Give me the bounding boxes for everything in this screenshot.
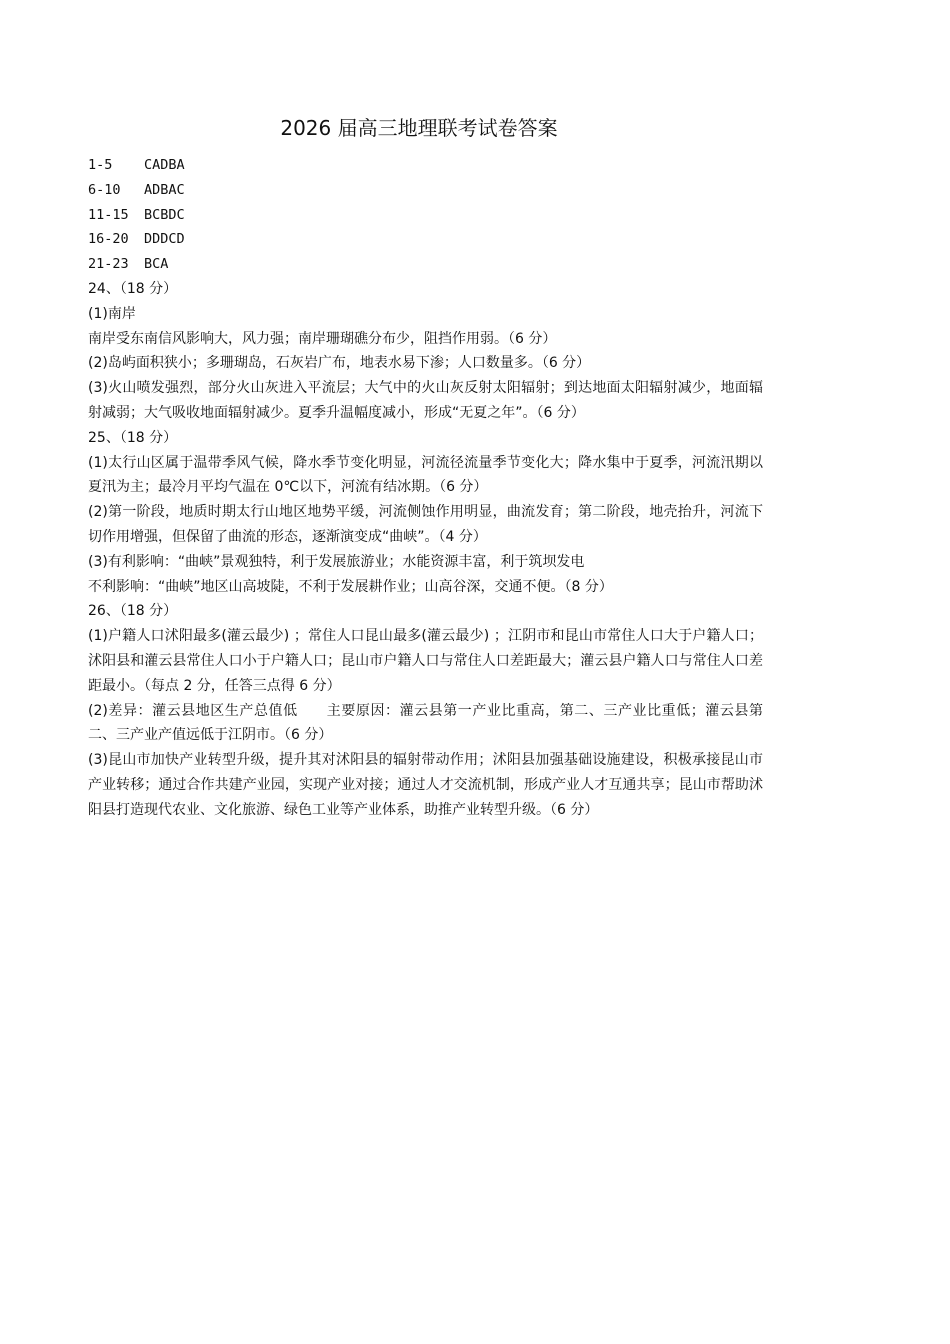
q25-heading: 25、（18 分）	[88, 429, 178, 446]
answer-key-row	[88, 178, 763, 203]
answer-letters: BCBDC	[144, 206, 185, 223]
answer-key-row	[88, 227, 763, 252]
q25-part3-line2: 不利影响：“曲峡”地区山高坡陡，不利于发展耕作业；山高谷深，交通不便。（8 分）	[88, 578, 613, 595]
answer-key-row	[88, 153, 763, 178]
answer-letters: DDDCD	[144, 231, 185, 248]
question-range: 21-23	[88, 256, 129, 273]
question-range: 11-15	[88, 206, 129, 223]
q26-part1-text: (1)户籍人口沭阳最多(灌云最少) ；常住人口昆山最多(灌云最少) ；江阴市和昆山市常住人口大于户籍人口；沭阳县和灌云县常住人口小于户籍人口；昆山市户籍人口与常住人口差距最大；灌云县户籍人口与常住人口差距最小。（每点 2 分，任答三点得 6 分）	[88, 628, 763, 694]
q24-part3-text: (3)火山喷发强烈，部分火山灰进入平流层；大气中的火山灰反射太阳辐射；到达地面太阳辐射减少，地面辐射减弱；大气吸收地面辐射减少。夏季升温幅度减小，形成“无夏之年”。（6 分）	[88, 380, 763, 421]
page-title: 2026 届高三地理联考试卷答案	[280, 116, 558, 140]
question-range: 16-20	[88, 231, 129, 248]
answer-letters: BCA	[144, 256, 169, 273]
q25-part2-text: (2)第一阶段，地质时期太行山地区地势平缓，河流侧蚀作用明显，曲流发育；第二阶段，地壳抬升，河流下切作用增强，但保留了曲流的形态，逐渐演变成“曲峡”。（4 分）	[88, 504, 763, 545]
q25-part3-line1: (3)有利影响：“曲峡”景观独特，利于发展旅游业；水能资源丰富，利于筑坝发电	[88, 553, 585, 570]
answer-content	[88, 153, 763, 823]
q24-part2-text: (2)岛屿面积狭小；多珊瑚岛，石灰岩广布，地表水易下渗；人口数量多。（6 分）	[88, 355, 591, 372]
q26-part2-text: (2)差异：灌云县地区生产总值低 主要原因：灌云县第一产业比重高，第二、三产业比重低；灌云县第二、三产业产值远低于江阴市。（6 分）	[88, 702, 763, 744]
answer-key-row	[88, 203, 763, 228]
answer-key-row	[88, 252, 763, 277]
q24-part1-text: 南岸受东南信风影响大，风力强；南岸珊瑚礁分布少，阻挡作用弱。（6 分）	[88, 330, 557, 347]
question-range: 1-5	[88, 157, 113, 173]
answer-letters: ADBAC	[144, 181, 185, 198]
answer-letters: CADBA	[144, 157, 185, 173]
q24-part1-label: (1)南岸	[88, 305, 136, 322]
q25-part1-text: (1)太行山区属于温带季风气候，降水季节变化明显，河流径流量季节变化大；降水集中于夏季，河流汛期以夏汛为主；最冷月平均气温在 0℃以下，河流有结冰期。（6 分）	[88, 454, 763, 496]
q24-heading: 24、（18 分）	[88, 280, 178, 297]
question-range: 6-10	[88, 181, 121, 198]
q26-heading: 26、（18 分）	[88, 603, 178, 620]
q26-part3-text: (3)昆山市加快产业转型升级，提升其对沭阳县的辐射带动作用；沭阳县加强基础设施建设，积极承接昆山市产业转移；通过合作共建产业园，实现产业对接；通过人才交流机制，形成产业人才互通共享；昆山市帮助沭阳县打造现代农业、文化旅游、绿色工业等产业体系，助推产业转型升级。（6 分）	[88, 752, 763, 818]
